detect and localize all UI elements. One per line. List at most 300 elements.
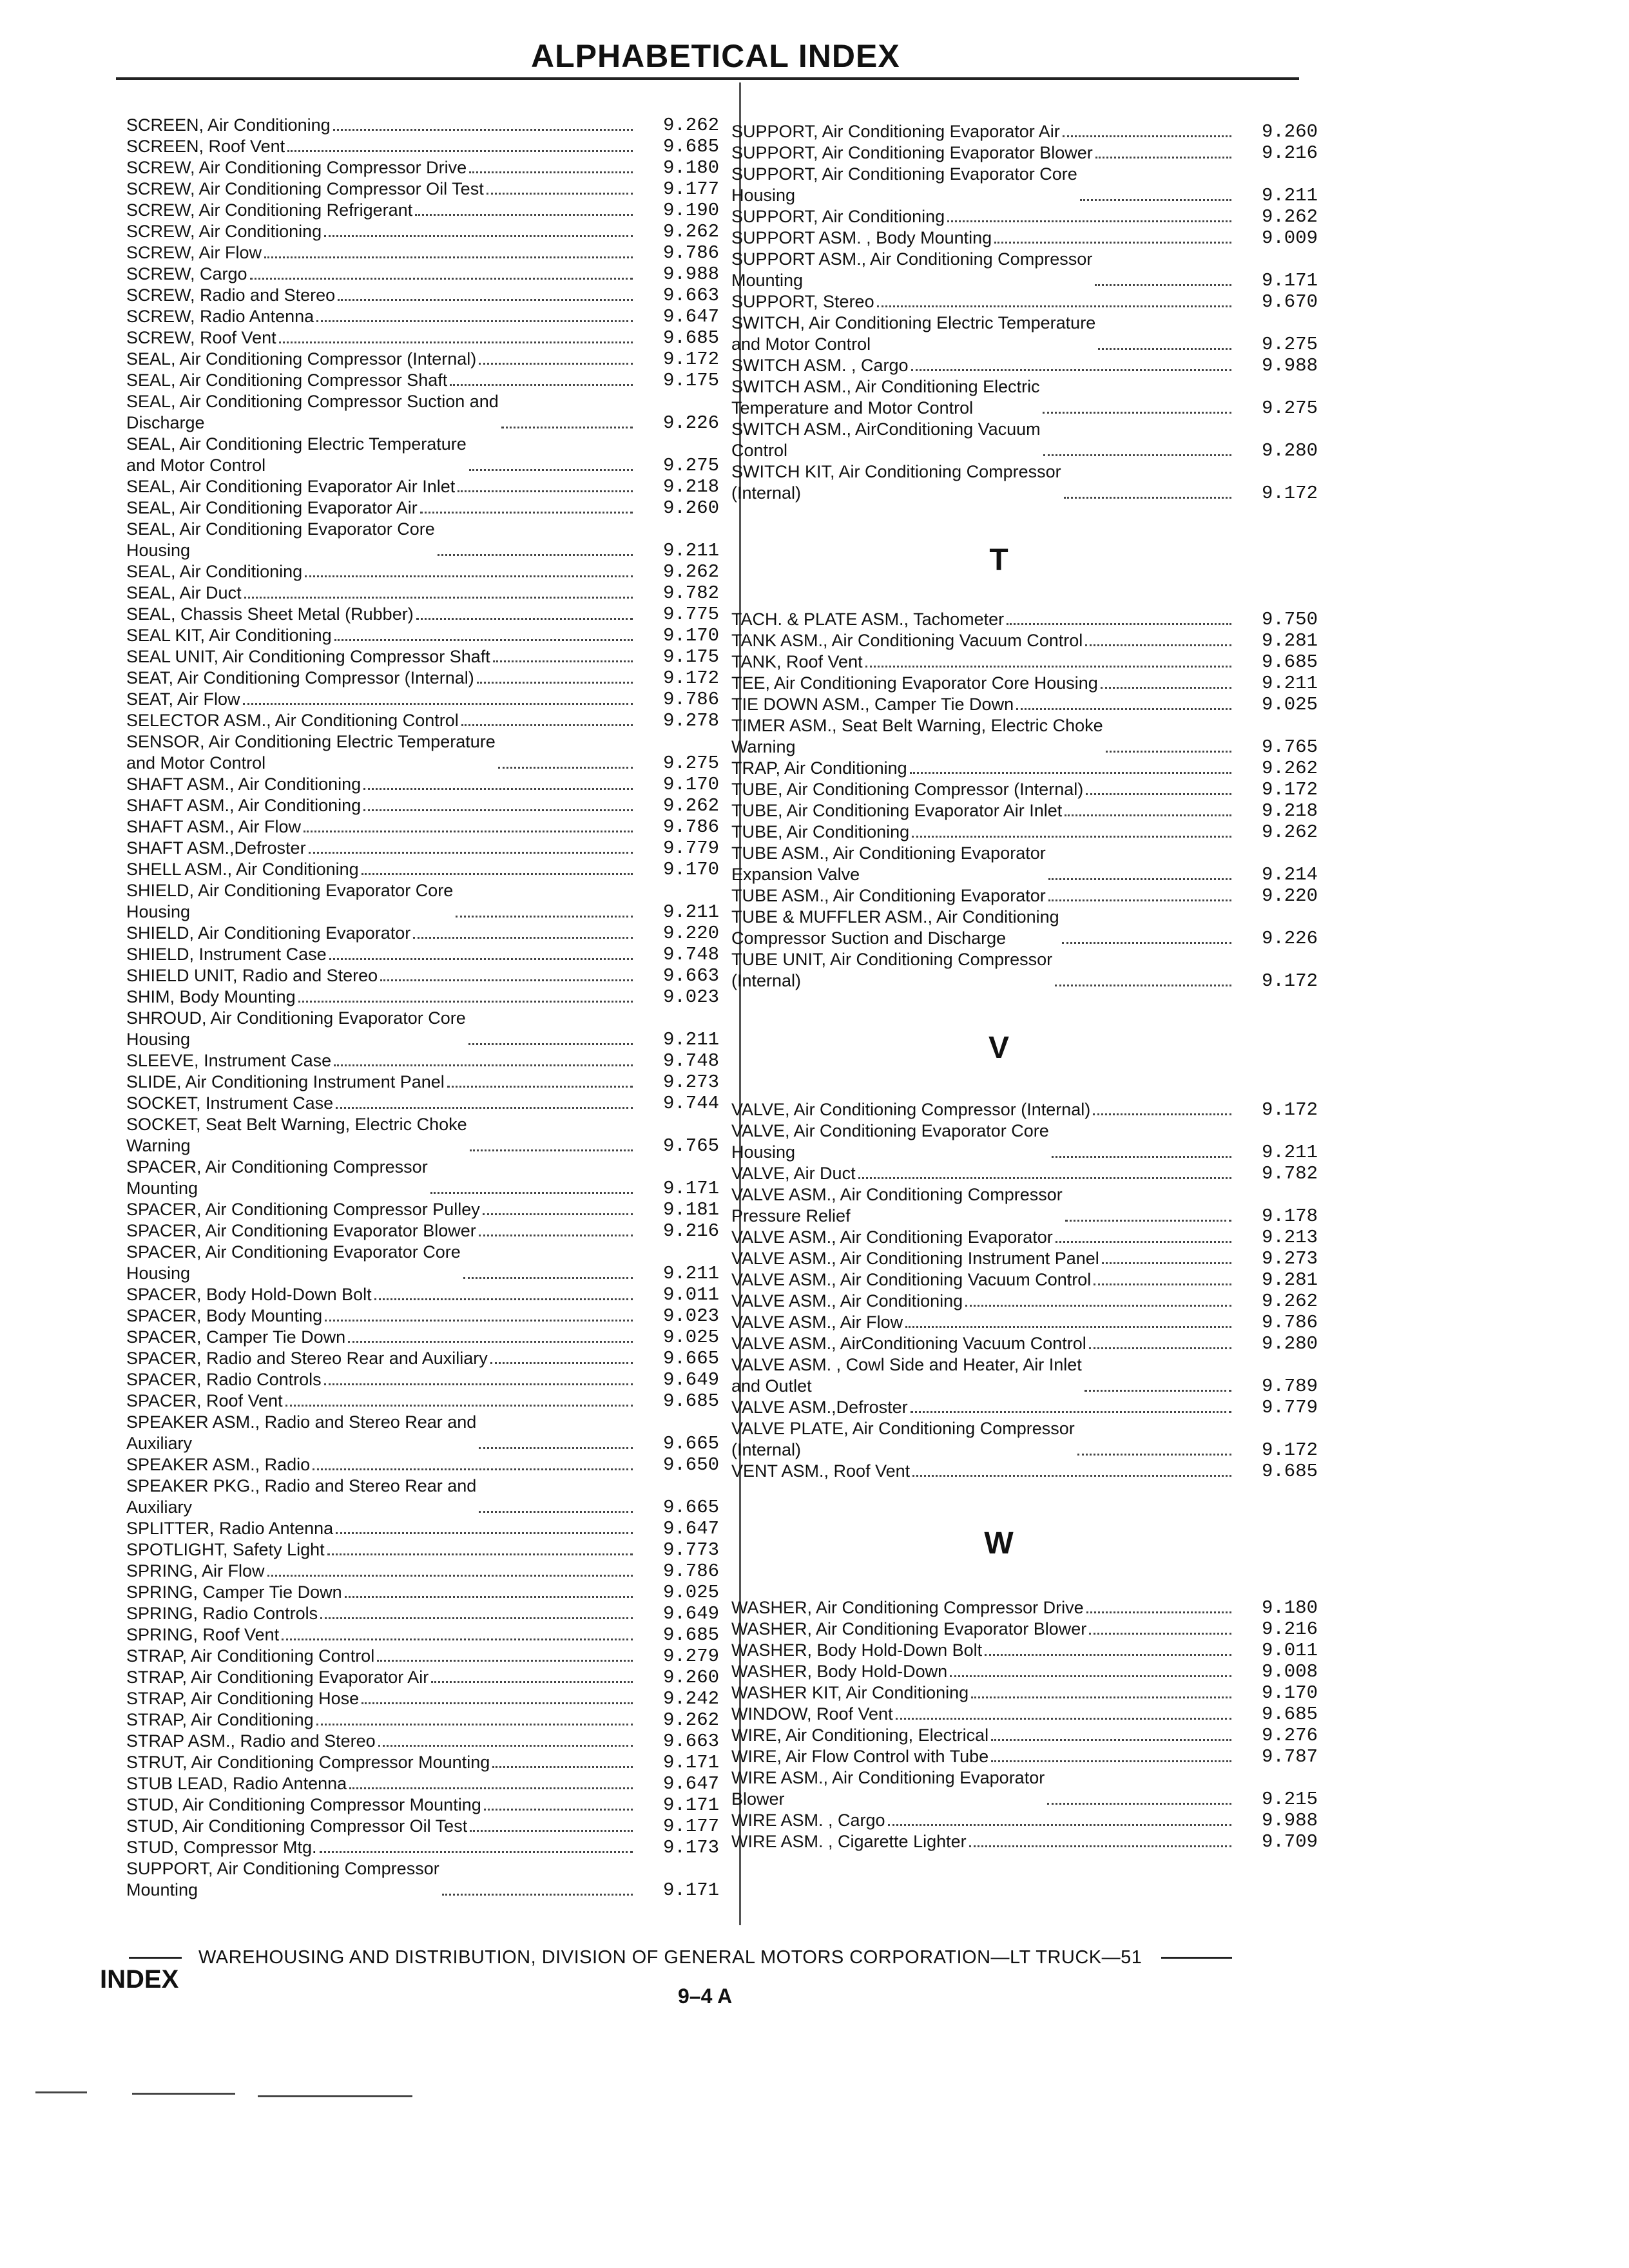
leader-dots	[969, 1845, 1231, 1847]
entry-page: 9.214	[1261, 864, 1318, 885]
leader-dots	[479, 363, 633, 365]
entry-page: 9.173	[662, 1837, 719, 1858]
index-entry	[126, 221, 719, 242]
entry-page: 9.685	[662, 1624, 719, 1646]
index-entry	[731, 800, 1318, 822]
index-entry	[731, 1397, 1318, 1418]
entry-label	[731, 609, 1235, 630]
leader-dots	[1106, 751, 1231, 753]
index-entry	[731, 227, 1318, 249]
index-entry	[126, 1561, 719, 1582]
index-entry	[731, 312, 1318, 355]
section-letter-t: T	[989, 543, 1008, 577]
entry-page: 9.260	[662, 497, 719, 519]
entry-label	[126, 668, 637, 689]
entry-label	[126, 136, 637, 157]
publisher-footer	[129, 1947, 1321, 1968]
index-entry	[731, 376, 1318, 419]
index-entry	[126, 1816, 719, 1837]
leader-dots	[468, 1043, 633, 1045]
leader-dots	[420, 512, 633, 514]
entry-page: 9.211	[662, 1029, 719, 1050]
leader-dots	[991, 1760, 1231, 1762]
leader-dots	[994, 242, 1231, 244]
leader-dots	[461, 724, 633, 726]
entry-text: SHAFT ASM., Air Flow	[126, 817, 302, 836]
entry-text: SHAFT ASM., Air Conditioning	[126, 796, 361, 815]
entry-text: WIRE ASM., Air Conditioning Evaporator Blower	[731, 1768, 1045, 1809]
entry-page: 9.789	[1261, 1376, 1318, 1397]
entry-text: SPACER, Camper Tie Down	[126, 1327, 346, 1347]
s-entries-continued	[731, 121, 1318, 504]
entry-page: 9.177	[662, 1816, 719, 1837]
leader-dots	[865, 666, 1231, 668]
w-entries	[731, 1597, 1318, 1852]
leader-dots	[363, 809, 633, 811]
index-entry	[126, 1858, 719, 1901]
entry-text: STRAP, Air Conditioning Hose	[126, 1689, 360, 1708]
entry-text: VENT ASM., Roof Vent	[731, 1461, 911, 1481]
index-entry	[731, 419, 1318, 461]
entry-label	[126, 646, 637, 668]
index-entry	[126, 1114, 719, 1157]
leader-dots	[309, 852, 633, 854]
entry-label	[731, 1418, 1235, 1461]
entry-page: 9.786	[662, 816, 719, 838]
entry-text: TIE DOWN ASM., Camper Tie Down	[731, 695, 1014, 714]
index-entry	[731, 715, 1318, 758]
section-label: INDEX	[100, 1965, 179, 1994]
entry-page: 9.262	[662, 561, 719, 582]
leader-dots	[479, 1235, 633, 1236]
entry-page: 9.262	[662, 1709, 719, 1731]
leader-dots	[1102, 1262, 1231, 1264]
index-entry	[126, 944, 719, 965]
publisher-text: WAREHOUSING AND DISTRIBUTION, DIVISION OF GENERAL MOTORS CORPORATION—LT TRUCK—51	[198, 1947, 1142, 1968]
entry-page: 9.779	[1261, 1397, 1318, 1418]
index-entry	[731, 1099, 1318, 1120]
entry-label	[731, 1725, 1235, 1746]
index-entry	[126, 795, 719, 816]
leader-dots	[336, 1107, 633, 1109]
index-entry	[731, 885, 1318, 907]
index-entry	[126, 838, 719, 859]
entry-label	[731, 1120, 1235, 1163]
index-entry	[731, 694, 1318, 715]
index-entry	[731, 1704, 1318, 1725]
entry-text: TUBE, Air Conditioning Compressor (Internal)	[731, 780, 1084, 799]
entry-label	[126, 1773, 637, 1794]
leader-dots	[415, 214, 633, 216]
leader-dots	[487, 193, 633, 195]
entry-page: 9.180	[662, 157, 719, 178]
leader-dots	[244, 597, 633, 599]
entry-text: WASHER, Body Hold-Down Bolt	[731, 1640, 983, 1660]
entry-page: 9.025	[1261, 694, 1318, 715]
entry-label	[126, 689, 637, 710]
entry-label	[126, 1794, 637, 1816]
entry-page: 9.275	[662, 753, 719, 774]
entry-label	[731, 1619, 1235, 1640]
leader-dots	[320, 1617, 633, 1619]
index-entry	[731, 949, 1318, 992]
entry-page: 9.008	[1261, 1661, 1318, 1682]
entry-text: SOCKET, Seat Belt Warning, Electric Choke Warning	[126, 1115, 467, 1155]
entry-text: SHAFT ASM.,Defroster	[126, 838, 306, 858]
index-entry	[126, 1369, 719, 1390]
entry-text: SPRING, Roof Vent	[126, 1625, 280, 1644]
entry-page: 9.647	[662, 1773, 719, 1794]
entry-text: SOCKET, Instrument Case	[126, 1093, 334, 1113]
index-entry	[126, 859, 719, 880]
entry-text: TUBE UNIT, Air Conditioning Compressor (Internal)	[731, 950, 1053, 990]
entry-page: 9.685	[1261, 1704, 1318, 1725]
entry-label	[731, 227, 1235, 249]
entry-page: 9.988	[1261, 355, 1318, 376]
entry-text: SEAL, Air Conditioning Evaporator Air	[126, 498, 418, 517]
entry-label	[731, 1163, 1235, 1184]
entry-text: SPACER, Radio and Stereo Rear and Auxiliary	[126, 1349, 488, 1368]
entry-page: 9.765	[662, 1135, 719, 1157]
entry-label	[731, 1248, 1235, 1269]
entry-text: SPEAKER PKG., Radio and Stereo Rear and Auxiliary	[126, 1476, 477, 1517]
entry-text: SCREW, Radio and Stereo	[126, 285, 336, 305]
index-entry	[731, 1333, 1318, 1354]
leader-dots	[1055, 1241, 1231, 1243]
entry-label	[126, 1369, 637, 1390]
entry-page: 9.647	[662, 306, 719, 327]
leader-dots	[304, 831, 633, 832]
index-entry	[126, 1199, 719, 1220]
index-entry	[731, 1227, 1318, 1248]
entry-label	[126, 1050, 637, 1072]
index-entry	[126, 1475, 719, 1518]
entry-label	[731, 1291, 1235, 1312]
entry-text: SELECTOR ASM., Air Conditioning Control	[126, 711, 459, 730]
entry-text: VALVE ASM., Air Flow	[731, 1312, 903, 1332]
entry-page: 9.216	[662, 1220, 719, 1242]
entry-label	[126, 1667, 637, 1688]
index-entry	[126, 1305, 719, 1327]
entry-page: 9.273	[662, 1072, 719, 1093]
entry-text: VALVE, Air Conditioning Compressor (Internal)	[731, 1100, 1091, 1119]
entry-page: 9.262	[1261, 758, 1318, 779]
index-entry	[731, 1418, 1318, 1461]
entry-text: SCREW, Air Conditioning	[126, 222, 322, 241]
entry-text: WASHER, Air Conditioning Compressor Drive	[731, 1598, 1084, 1617]
entry-label	[731, 376, 1235, 419]
leader-dots	[950, 1675, 1231, 1677]
entry-page: 9.262	[1261, 206, 1318, 227]
leader-dots	[483, 1213, 633, 1215]
entry-label	[126, 178, 637, 200]
entry-label	[126, 1731, 637, 1752]
entry-text: STRAP ASM., Radio and Stereo	[126, 1731, 376, 1751]
index-entry	[126, 327, 719, 349]
index-entry	[731, 609, 1318, 630]
scan-mark	[35, 2091, 87, 2093]
entry-label	[126, 582, 637, 604]
leader-dots	[501, 427, 633, 428]
index-entry	[126, 1157, 719, 1199]
index-entry	[731, 291, 1318, 312]
entry-text: TRAP, Air Conditioning	[731, 758, 907, 778]
leader-dots	[324, 1383, 633, 1385]
index-entry	[126, 349, 719, 370]
entry-page: 9.786	[1261, 1312, 1318, 1333]
entry-page: 9.172	[1261, 1439, 1318, 1461]
leader-dots	[363, 788, 633, 790]
leader-dots	[361, 1702, 633, 1704]
entry-text: SWITCH, Air Conditioning Electric Temperature and Motor Control	[731, 313, 1096, 354]
entry-label	[126, 1858, 637, 1901]
entry-label	[126, 923, 637, 944]
entry-text: SEAL, Air Conditioning Compressor Suction and Discharge	[126, 392, 499, 432]
entry-text: SEAL, Air Duct	[126, 583, 242, 602]
entry-text: SHIELD, Air Conditioning Evaporator Core Housing	[126, 881, 454, 921]
index-entry	[126, 1667, 719, 1688]
entry-label	[126, 1242, 637, 1284]
leader-dots	[1065, 1220, 1231, 1222]
index-entry	[126, 604, 719, 625]
index-entry	[126, 1050, 719, 1072]
entry-label	[126, 1624, 637, 1646]
index-entry	[126, 370, 719, 391]
entry-label	[126, 1646, 637, 1667]
index-entry	[731, 1184, 1318, 1227]
entry-page: 9.171	[662, 1752, 719, 1773]
index-entry	[126, 986, 719, 1008]
leader-dots	[947, 220, 1231, 222]
entry-label	[126, 604, 637, 625]
entry-text: SPRING, Radio Controls	[126, 1604, 318, 1623]
index-entry	[126, 1773, 719, 1794]
leader-dots	[325, 1320, 633, 1321]
entry-page: 9.170	[662, 625, 719, 646]
entry-text: SCREW, Cargo	[126, 264, 247, 284]
leader-dots	[490, 1362, 633, 1364]
leader-dots	[479, 1511, 633, 1513]
entry-label	[731, 1704, 1235, 1725]
entry-label	[731, 1810, 1235, 1831]
leader-dots	[965, 1305, 1231, 1307]
entry-label	[126, 1475, 637, 1518]
entry-page: 9.744	[662, 1093, 719, 1114]
index-entry	[126, 200, 719, 221]
index-entry	[126, 1646, 719, 1667]
index-entry	[126, 115, 719, 136]
leader-dots	[316, 1724, 633, 1725]
entry-label	[126, 434, 637, 476]
footer-dash-left	[129, 1957, 182, 1959]
index-entry	[126, 476, 719, 497]
entry-page: 9.988	[662, 264, 719, 285]
entry-text: SHIM, Body Mounting	[126, 987, 296, 1006]
entry-text: VALVE ASM., Air Conditioning Compressor Pressure Relief	[731, 1185, 1063, 1225]
entry-page: 9.216	[1261, 142, 1318, 164]
leader-dots	[324, 235, 633, 237]
entry-label	[126, 1518, 637, 1539]
entry-page: 9.177	[662, 178, 719, 200]
leader-dots	[1084, 1390, 1231, 1392]
entry-text: TEE, Air Conditioning Evaporator Core Housing	[731, 673, 1098, 693]
index-entry	[731, 121, 1318, 142]
entry-label	[731, 779, 1235, 800]
entry-page: 9.281	[1261, 630, 1318, 651]
entry-page: 9.262	[662, 115, 719, 136]
entry-page: 9.178	[1261, 1206, 1318, 1227]
entry-text: SPACER, Air Conditioning Compressor Pulley	[126, 1200, 480, 1219]
index-entry	[126, 1752, 719, 1773]
entry-page: 9.172	[1261, 483, 1318, 504]
index-entry	[126, 1624, 719, 1646]
entry-label	[731, 1397, 1235, 1418]
leader-dots	[463, 1277, 633, 1279]
entry-label	[731, 715, 1235, 758]
leader-dots	[380, 979, 633, 981]
entry-page: 9.260	[662, 1667, 719, 1688]
entry-label	[126, 1093, 637, 1114]
entry-label	[731, 1661, 1235, 1682]
index-entry	[731, 1248, 1318, 1269]
entry-page: 9.211	[662, 540, 719, 561]
entry-label	[126, 157, 637, 178]
index-entry	[731, 630, 1318, 651]
entry-text: SEAL, Air Conditioning Evaporator Air Inlet	[126, 477, 456, 496]
index-entry	[126, 285, 719, 306]
t-entries	[731, 609, 1318, 992]
leader-dots	[912, 1475, 1231, 1477]
entry-label	[731, 1640, 1235, 1661]
leader-dots	[442, 1894, 633, 1896]
entry-label	[731, 1597, 1235, 1619]
index-entry	[731, 1682, 1318, 1704]
leader-dots	[1043, 454, 1231, 456]
entry-label	[731, 249, 1235, 291]
leader-dots	[438, 554, 633, 556]
entry-page: 9.011	[1261, 1640, 1318, 1661]
entry-label	[126, 115, 637, 136]
leader-dots	[1065, 814, 1231, 816]
index-entry	[126, 178, 719, 200]
entry-label	[731, 164, 1235, 206]
entry-page: 9.685	[662, 327, 719, 349]
entry-page: 9.211	[1261, 185, 1318, 206]
leader-dots	[910, 772, 1231, 774]
entry-label	[126, 731, 637, 774]
entry-label	[731, 1269, 1235, 1291]
entry-text: TANK, Roof Vent	[731, 652, 863, 671]
index-entry	[731, 1597, 1318, 1619]
index-entry	[126, 816, 719, 838]
leader-dots	[1063, 135, 1231, 137]
entry-label	[731, 673, 1235, 694]
leader-dots	[912, 836, 1231, 838]
index-entry	[731, 822, 1318, 843]
leader-dots	[1052, 1156, 1231, 1158]
index-entry	[731, 1163, 1318, 1184]
leader-dots	[1077, 1454, 1231, 1456]
entry-text: SEAL UNIT, Air Conditioning Compressor Shaft	[126, 647, 490, 666]
entry-text: SPACER, Air Conditioning Evaporator Blower	[126, 1221, 476, 1240]
entry-label	[731, 1333, 1235, 1354]
entry-label	[126, 880, 637, 923]
leader-dots	[361, 873, 633, 875]
entry-text: SCREW, Air Conditioning Compressor Oil Test	[126, 179, 484, 198]
entry-page: 9.172	[1261, 1099, 1318, 1120]
entry-label	[126, 859, 637, 880]
entry-label	[731, 1312, 1235, 1333]
leader-dots	[320, 1851, 633, 1853]
index-entry	[731, 1661, 1318, 1682]
index-entry	[731, 1312, 1318, 1333]
entry-page: 9.650	[662, 1454, 719, 1475]
entry-text: SEAT, Air Conditioning Compressor (Internal)	[126, 668, 474, 687]
entry-label	[731, 121, 1235, 142]
entry-text: SHIELD UNIT, Radio and Stereo	[126, 966, 378, 985]
scan-mark	[132, 2093, 235, 2095]
leader-dots	[1089, 1347, 1231, 1349]
leader-dots	[377, 1660, 633, 1662]
leader-dots	[469, 469, 633, 471]
index-entry	[126, 519, 719, 561]
entry-label	[126, 1199, 637, 1220]
entry-label	[126, 838, 637, 859]
entry-page: 9.275	[662, 455, 719, 476]
index-entry	[126, 880, 719, 923]
leader-dots	[1101, 687, 1231, 689]
entry-page: 9.665	[662, 1433, 719, 1454]
entry-page: 9.171	[662, 1879, 719, 1901]
entry-text: SLEEVE, Instrument Case	[126, 1051, 332, 1070]
index-entry	[126, 306, 719, 327]
entry-page: 9.220	[1261, 885, 1318, 907]
entry-page: 9.782	[662, 582, 719, 604]
entry-text: VALVE, Air Duct	[731, 1164, 856, 1183]
entry-label	[126, 391, 637, 434]
leader-dots	[877, 305, 1231, 307]
entry-text: SCREW, Air Flow	[126, 243, 262, 262]
entry-text: SEAL, Air Conditioning Compressor Shaft	[126, 370, 448, 390]
entry-page: 9.218	[662, 476, 719, 497]
entry-text: TANK ASM., Air Conditioning Vacuum Control	[731, 631, 1083, 650]
index-entry	[731, 843, 1318, 885]
entry-label	[126, 1837, 637, 1858]
entry-label	[731, 142, 1235, 164]
entry-text: SHROUD, Air Conditioning Evaporator Core Housing	[126, 1008, 466, 1049]
entry-page: 9.011	[662, 1284, 719, 1305]
entry-label	[731, 1099, 1235, 1120]
leader-dots	[279, 341, 633, 343]
entry-label	[731, 312, 1235, 355]
entry-text: VALVE, Air Conditioning Evaporator Core Housing	[731, 1121, 1049, 1162]
section-letter-w: W	[984, 1526, 1014, 1561]
entry-text: SPEAKER ASM., Radio	[126, 1455, 311, 1474]
entry-label	[126, 1327, 637, 1348]
entry-text: SENSOR, Air Conditioning Electric Temperature and Motor Control	[126, 732, 496, 773]
leader-dots	[484, 1809, 633, 1811]
entry-text: SEAL KIT, Air Conditioning	[126, 626, 332, 645]
entry-label	[126, 327, 637, 349]
entry-page: 9.171	[662, 1178, 719, 1199]
index-entry	[126, 264, 719, 285]
index-entry	[126, 731, 719, 774]
entry-text: SEAL, Air Conditioning	[126, 562, 303, 581]
entry-page: 9.665	[662, 1348, 719, 1369]
index-entry	[731, 1619, 1318, 1640]
entry-text: SUPPORT, Air Conditioning	[731, 207, 945, 226]
leader-dots	[896, 1718, 1231, 1720]
